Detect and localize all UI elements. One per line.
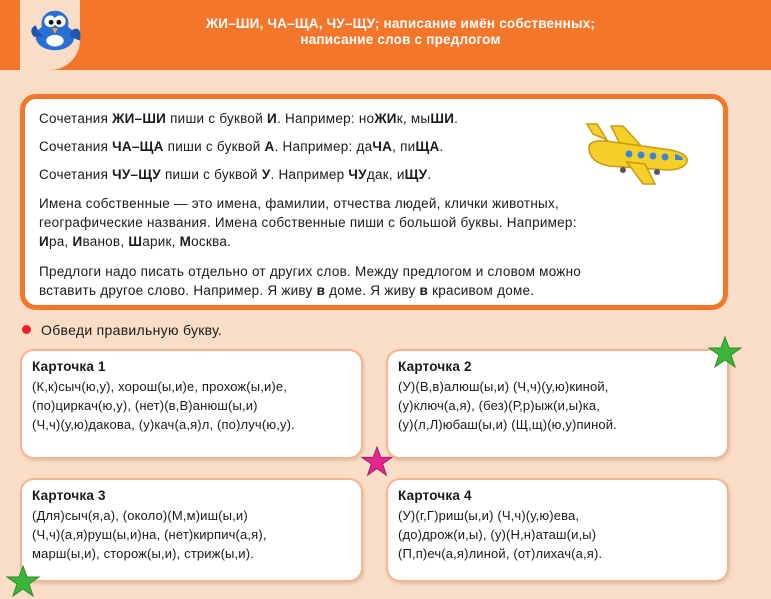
card-line: (по)циркач(ю,у), (нет)(в,В)анюш(ы,и): [32, 398, 258, 413]
card-line: (У)(г,Г)риш(ы,и) (Ч,ч)(у,ю)ева,: [398, 508, 580, 523]
card-line: (у)(л,Л)юбаш(ы,и) (Щ,щ)(ю,у)пиной.: [398, 417, 617, 432]
bird-icon: [26, 2, 84, 60]
card-line: (до)дрож(и,ы), (у)(Н,н)аташ(и,ы): [398, 527, 597, 542]
card-line: (У)(В,в)алюш(ы,и) (Ч,ч)(у,ю)киной,: [398, 379, 609, 394]
card-line: (К,к)сыч(ю,у), хорош(ы,и)е, прохож(ы,и)е,: [32, 379, 288, 394]
card-line: (Ч,ч)(а,я)руш(ы,и)на, (нет)кирпич(а,я),: [32, 527, 267, 542]
pink-star-icon: [361, 446, 393, 478]
card-line: (Для)сыч(я,а), (около)(М,м)иш(ы,и): [32, 508, 248, 523]
header-banner: [0, 0, 771, 70]
card-title: Карточка 1: [32, 359, 106, 374]
card-2: [386, 349, 729, 459]
rule-zhi-shi: Сочетания ЖИ–ШИ пиши с буквой И. Например: ноЖИк, мыШИ.: [39, 111, 459, 126]
task-instruction: Обведи правильную букву.: [22, 322, 222, 338]
rule-cha-shcha: Сочетания ЧА–ЩА пиши с буквой А. Например: даЧА, пиЩА.: [39, 139, 444, 154]
card-title: Карточка 4: [398, 488, 472, 503]
rule-chu-shchu: Сочетания ЧУ–ЩУ пиши с буквой У. Например ЧУдак, иЩУ.: [39, 167, 432, 182]
card-line: (у)ключ(а,я), (без)(Р,р)ыж(и,ы)ка,: [398, 398, 600, 413]
green-star-icon: [6, 565, 40, 599]
green-star-icon: [708, 336, 742, 370]
card-4: [386, 478, 729, 582]
card-line: (П,п)еч(а,я)линой, (от)лихач(а,я).: [398, 546, 603, 561]
airplane-icon: [583, 120, 693, 190]
header-title-line2: написание слов с предлогом: [300, 32, 501, 47]
header-title: [90, 16, 711, 48]
card-title: Карточка 2: [398, 359, 472, 374]
card-3: [20, 478, 363, 582]
bullet-dot-icon: [22, 325, 31, 334]
card-line: (Ч,ч)(у,ю)дакова, (у)кач(а,я)л, (по)луч(ю,у).: [32, 417, 295, 432]
header-title-line1: ЖИ–ШИ, ЧА–ЩА, ЧУ–ЩУ; написание имён собственных;: [205, 16, 596, 31]
card-title: Карточка 3: [32, 488, 106, 503]
card-1: [20, 349, 363, 459]
card-line: марш(ы,и), сторож(ы,и), стриж(ы,и).: [32, 546, 254, 561]
rule-prepositions: Предлоги надо писать отдельно от других слов. Между предлогом и словом можно вставить другое слово. Например. Я живу в доме. Я живу в красивом доме.: [39, 264, 582, 298]
rule-proper-names: Имена собственные — это имена, фамилии, отчества людей, клички животных, географические названия. Имена собственные пиши с большой буквы. Например: Ира, Иванов, Шарик, Москва.: [39, 196, 577, 249]
